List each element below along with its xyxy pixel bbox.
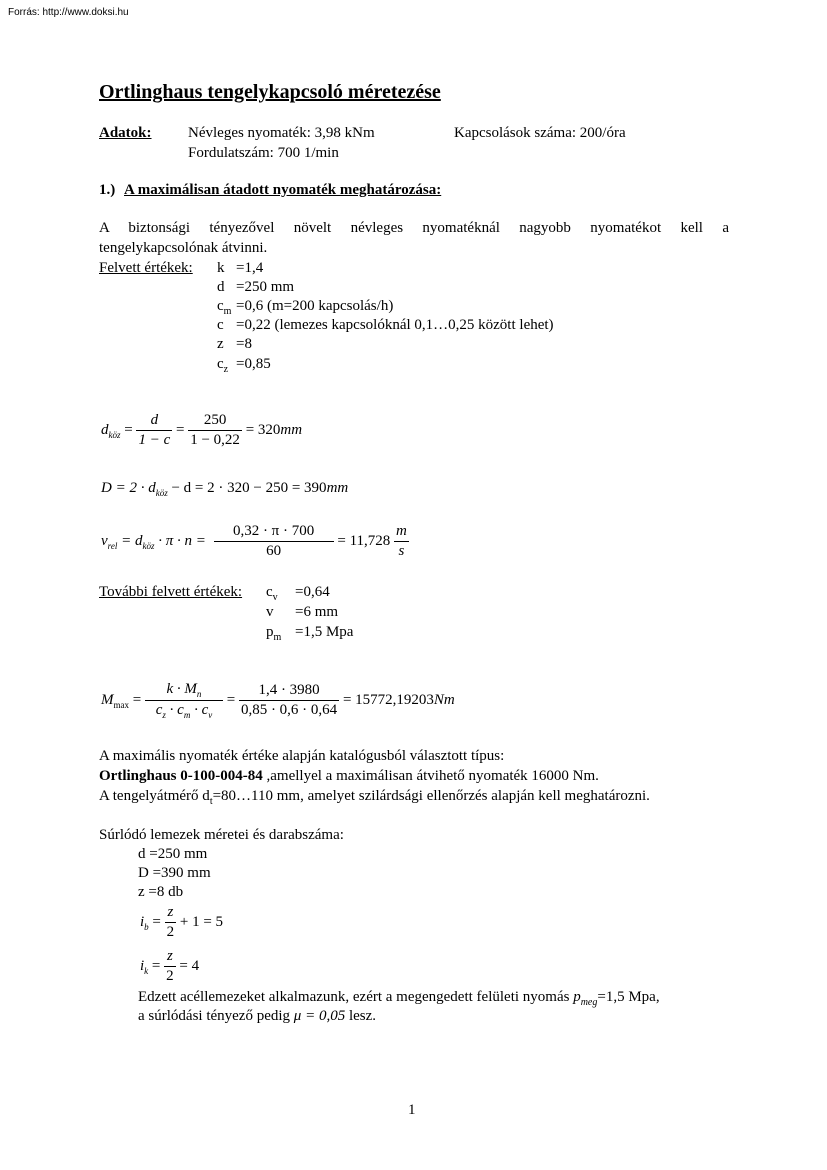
- page-number: 1: [408, 1102, 416, 1118]
- source-label: Forrás: http://www.doksi.hu: [8, 7, 129, 18]
- nevleges-nyomatek: Névleges nyomaték: 3,98 kNm: [188, 125, 375, 141]
- fraction-d-over-1-c: $\frac{d}{1 - c}$: [138, 412, 171, 448]
- surlodo-D: D =390 mm: [138, 865, 211, 881]
- surlodo-heading: Súrlódó lemezek méretei és darabszáma:: [99, 827, 344, 843]
- section1-number: 1.): [99, 182, 116, 198]
- equation-mmax: $M_{max}$ = $\frac{k \cdot M_n}{c_z \cdot c_m \cdot c_v}$ = $\frac{1,4 \cdot 3980}{0,85 \cdot 0,6 \cdot 0,64}$ = 15772,19203Nm: [101, 681, 455, 720]
- kapcsolasok-szama: Kapcsolások száma: 200/óra: [454, 125, 626, 141]
- edzett-line: Edzett acéllemezeket alkalmazunk, ezért a megengedett felületi nyomás $p_{meg}=1,5$ Mpa,: [138, 989, 660, 1008]
- equation-dkoz: $d_{köz}$ = $\frac{d}{1 - c}$ = $\frac{250}{1 - 0,22}$ = 320mm: [101, 412, 303, 448]
- tovabbi-v: v =6 mm: [266, 604, 339, 620]
- fordulatszam: Fordulatszám: 700 1/min: [188, 145, 339, 161]
- intro-line1: A biztonsági tényezővel növelt névleges nyomatéknál nagyobb nyomatékot kell a: [99, 220, 729, 236]
- felvett-k: k =1,4: [217, 260, 264, 276]
- section1-heading: A maximálisan átadott nyomaték meghatározása:: [124, 182, 442, 198]
- felvett-label: Felvett értékek:: [99, 260, 193, 276]
- equation-vrel: $v_{rel} = d_{köz} \cdot \pi \cdot n$ = $\frac{0,32 \cdot \pi \cdot 700}{60}$ = 11,728 $\frac{m}{s}$: [101, 523, 407, 559]
- catalog-line2: Ortlinghaus 0-100-004-84 ,amellyel a maximálisan átvihető nyomaték 16000 Nm.: [99, 768, 599, 784]
- tovabbi-label: További felvett értékek:: [99, 584, 243, 600]
- tovabbi-cv: $c_v$ =0,64: [266, 584, 330, 603]
- surlodasi-line: a súrlódási tényező pedig μ = 0,05 lesz.: [138, 1008, 377, 1024]
- fraction-k-mn: $\frac{k \cdot M_n}{c_z \cdot c_m \cdot c_v}$: [145, 680, 223, 721]
- catalog-line1: A maximális nyomaték értéke alapján katalógusból választott típus:: [99, 748, 505, 764]
- equation-ib: $i_b$ = $\frac{z}{2}$ + 1 = 5: [140, 904, 224, 940]
- surlodo-z: z =8 db: [138, 884, 184, 900]
- surlodo-d: d =250 mm: [138, 846, 208, 862]
- page-title: Ortlinghaus tengelykapcsoló méretezése: [99, 81, 441, 103]
- equation-D: $D = 2 \cdot d_{köz} - d = 2 \cdot 320 - 250 = 390mm$: [101, 480, 349, 498]
- felvett-c: c =0,22 (lemezes kapcsolóknál 0,1…0,25 között lehet): [217, 317, 554, 333]
- fraction-z-over-2-k: $\frac{z}{2}$: [166, 948, 174, 984]
- felvett-d: d =250 mm: [217, 279, 295, 295]
- fraction-m-per-s: $\frac{m}{s}$: [396, 523, 407, 559]
- catalog-line3: A tengelyátmérő $d_t=80\dots 110$ mm, amelyet szilárdsági ellenőrzés alapján kell meghatározni.: [99, 788, 650, 807]
- equation-ik: $i_k$ = $\frac{z}{2}$ = 4: [140, 948, 200, 984]
- intro-line2: tengelykapcsolónak átvinni.: [99, 240, 268, 256]
- felvett-cm: $c_m$ =0,6 (m=200 kapcsolás/h): [217, 298, 394, 317]
- fraction-250-over: $\frac{250}{1 - 0,22}$: [190, 412, 240, 448]
- fraction-mmax-values: $\frac{1,4 \cdot 3980}{0,85 \cdot 0,6 \cdot 0,64}$: [240, 682, 338, 718]
- felvett-cz: $c_z$ =0,85: [217, 356, 271, 375]
- adatok-label: Adatok:: [99, 125, 152, 141]
- fraction-vrel: $\frac{0,32 \cdot \pi \cdot 700}{60}$: [214, 522, 334, 561]
- tovabbi-pm: $p_m$ =1,5 Mpa: [266, 624, 354, 643]
- felvett-z: z =8: [217, 336, 252, 352]
- fraction-z-over-2-b: $\frac{z}{2}$: [166, 904, 175, 940]
